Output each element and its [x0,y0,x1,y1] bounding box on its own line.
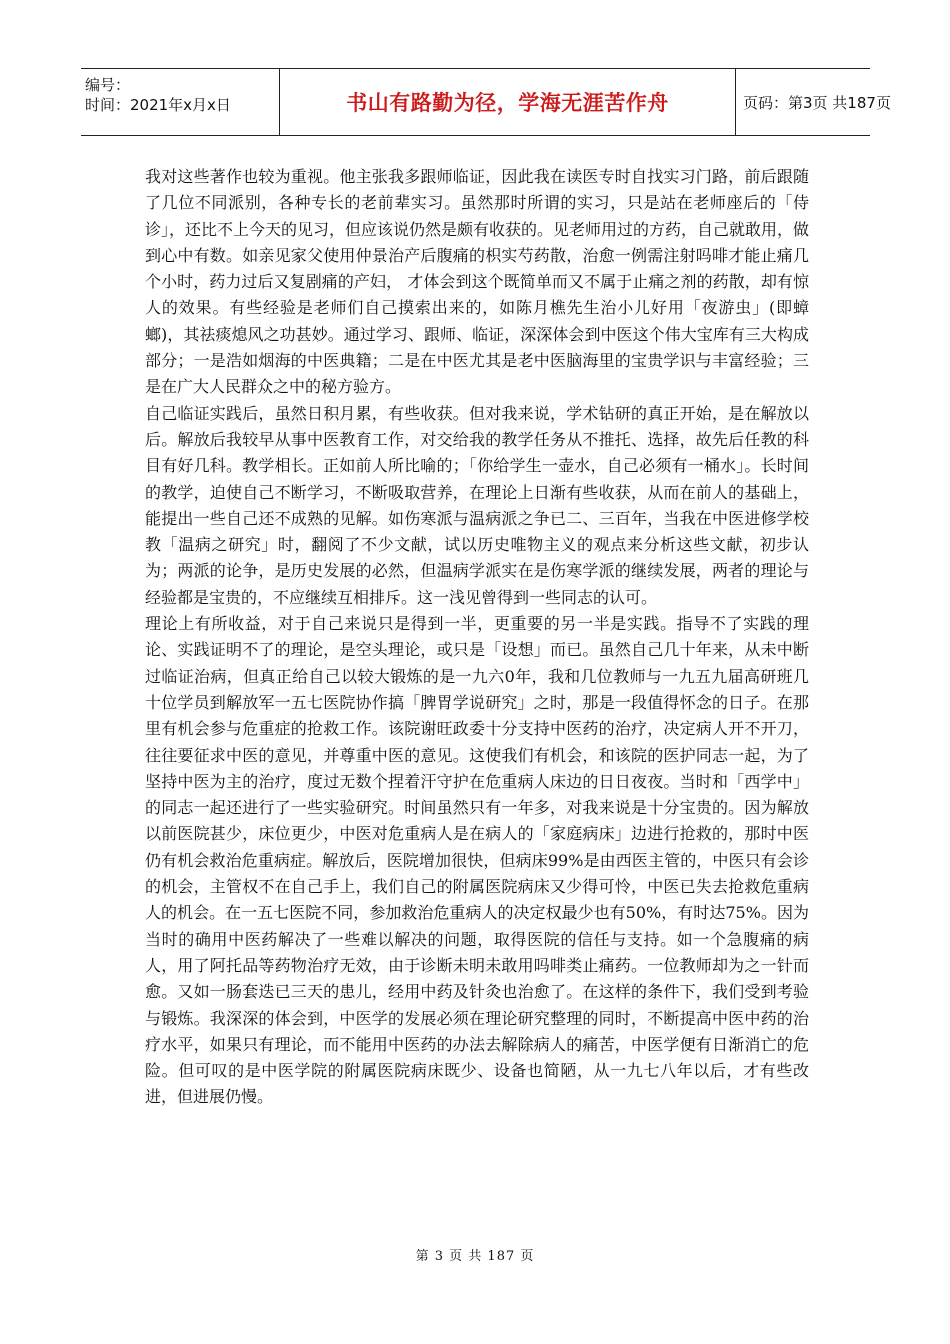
paragraph: 理论上有所收益，对于自己来说只是得到一半，更重要的另一半是实践。指导不了实践的理论、实践证明不了的理论，是空头理论，或只是「设想」而已。虽然自己几十年来，从未中断过临证治病，但真正给自己以较大锻炼的是一九六0年，我和几位教师与一九五九届高研班几十位学员到解放军一五七医院协作搞「脾胃学说研究」之时，那是一段值得怀念的日子。在那里有机会参与危重症的抢救工作。该院谢旺政委十分支持中医药的治疗，决定病人开不开刀，往往要征求中医的意见，并尊重中医的意见。这使我们有机会，和该院的医护同志一起，为了坚持中医为主的治疗，度过无数个捏着汗守护在危重病人床边的日日夜夜。当时和「西学中」的同志一起还进行了一些实验研究。时间虽然只有一年多，对我来说是十分宝贵的。因为解放以前医院甚少，床位更少，中医对危重病人是在病人的「家庭病床」边进行抢救的，那时中医仍有机会救治危重病症。解放后，医院增加很快，但病床99%是由西医主管的，中医只有会诊的机会，主管权不在自己手上，我们自己的附属医院病床又少得可怜，中医已失去抢救危重病人的机会。在一五七医院不同，参加救治危重病人的决定权最少也有50%，有时达75%。因为当时的确用中医药解决了一些难以解决的问题，取得医院的信任与支持。如一个急腹痛的病人，用了阿托品等药物治疗无效，由于诊断未明未敢用吗啡类止痛药。一位教师却为之一针而愈。又如一肠套迭已三天的患儿，经用中药及针灸也治愈了。在这样的条件下，我们受到考验与锻炼。我深深的体会到，中医学的发展必须在理论研究整理的同时，不断提高中医中药的治疗水平，如果只有理论，而不能用中医药的办法去解除病人的痛苦，中医学便有日渐消亡的危险。但可叹的是中医学院的附属医院病床既少、设备也简陋，从一九七八年以后，才有些改进，但进展仍慢。 [145,614,809,1107]
page-footer [0,1245,950,1264]
header-meta [81,69,280,135]
header-motto: 书山有路勤为径，学海无涯苦作舟 [346,91,669,115]
document-time: 时间：2021年x月x日 [85,96,231,114]
document-number-label: 编号： [85,76,131,94]
page-header [81,68,891,136]
header-page-info: 页码：第3页 共187页 [743,93,891,112]
paragraph: 自己临证实践后，虽然日积月累，有些收获。但对我来说，学术钻研的真正开始，是在解放以后。解放后我较早从事中医教育工作，对交给我的教学任务从不推托、选择，故先后任教的科目有好几科。教学相长。正如前人所比喻的；「你给学生一壶水，自己必须有一桶水」。长时间的教学，迫使自己不断学习，不断吸取营养，在理论上日渐有些收获，从而在前人的基础上，能提出一些自己还不成熟的见解。如伤寒派与温病派之争已二、三百年，当我在中医进修学校教「温病之研究」时，翻阅了不少文献，试以历史唯物主义的观点来分析这些文献，初步认为；两派的论争，是历史发展的必然，但温病学派实在是伤寒学派的继续发展，两者的理论与经验都是宝贵的，不应继续互相排斥。这一浅见曾得到一些同志的认可。 [145,403,809,607]
document-body [145,164,809,1111]
header-page-info-cell [736,69,891,135]
header-motto-cell [280,69,736,135]
footer-page-number: 第 3 页 共 187 页 [415,1249,535,1264]
paragraph: 我对这些著作也较为重视。他主张我多跟师临证，因此我在读医专时自找实习门路，前后跟随了几位不同派别，各种专长的老前辈实习。虽然那时所谓的实习，只是站在老师座后的「侍诊」，还比不上今天的见习，但应该说仍然是颇有收获的。见老师用过的方药，自己就敢用，做到心中有数。如亲见家父使用仲景治产后腹痛的枳实芍药散，治愈一例需注射吗啡才能止痛几个小时，药力过后又复剧痛的产妇， 才体会到这个既简单而又不属于止痛之剂的药散，却有惊人的效果。有些经验是老师们自己摸索出来的，如陈月樵先生治小儿好用「夜游虫」(即蟑螂)，其祛痰熄风之功甚妙。通过学习、跟师、临证，深深体会到中医这个伟大宝库有三大构成部分；一是浩如烟海的中医典籍；二是在中医尤其是老中医脑海里的宝贵学识与丰富经验；三是在广大人民群众之中的秘方验方。 [145,167,810,397]
